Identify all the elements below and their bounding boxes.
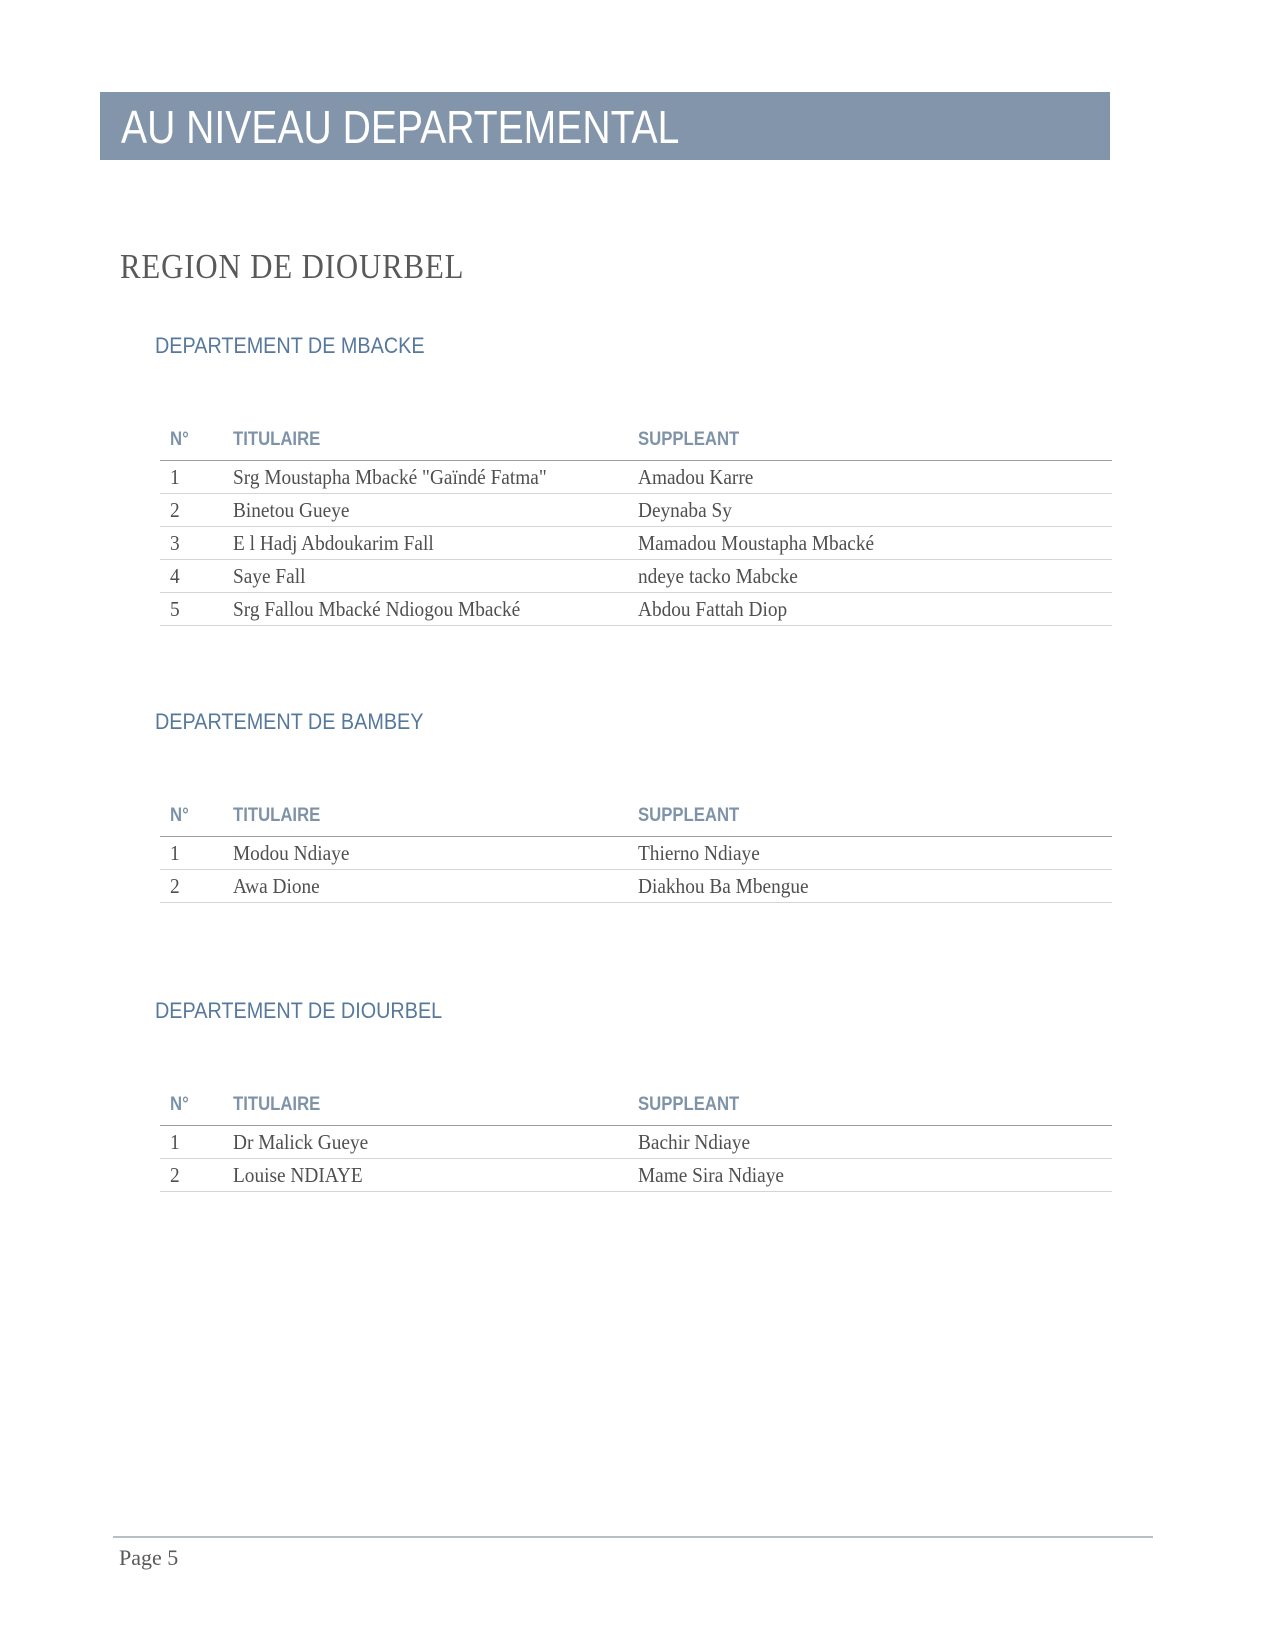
- cell-num: [160, 465, 233, 490]
- cell-suppleant: [638, 465, 1112, 490]
- column-header-titulaire: [233, 805, 638, 836]
- cell-suppleant: [638, 1163, 1112, 1188]
- cell-suppleant: [638, 597, 1112, 622]
- department-heading: [155, 332, 455, 360]
- cell-titulaire: [233, 1130, 638, 1155]
- cell-titulaire-value: Awa Dione: [233, 873, 320, 898]
- cell-titulaire-value: Srg Moustapha Mbacké "Gaïndé Fatma": [233, 464, 547, 489]
- cell-titulaire-value: Saye Fall: [233, 563, 306, 588]
- column-header-num: [160, 1094, 233, 1125]
- column-header-suppleant: [638, 805, 1112, 836]
- column-header-suppleant: [638, 429, 1112, 460]
- cell-suppleant-value: Amadou Karre: [638, 464, 754, 489]
- cell-num-value: 2: [170, 497, 180, 522]
- column-header-titulaire: [233, 429, 638, 460]
- members-table: [160, 414, 1112, 626]
- cell-num: [160, 531, 233, 556]
- table-header-row: [160, 1079, 1112, 1126]
- cell-suppleant-value: ndeye tacko Mabcke: [638, 563, 798, 588]
- cell-num-value: 1: [170, 840, 180, 865]
- cell-num: [160, 498, 233, 523]
- table-header-row: [160, 414, 1112, 461]
- cell-titulaire: [233, 465, 638, 490]
- column-header-num: [160, 429, 233, 460]
- cell-num-value: 3: [170, 530, 180, 555]
- column-header-suppleant-label: SUPPLEANT: [638, 429, 740, 450]
- cell-suppleant-value: Mamadou Moustapha Mbacké: [638, 530, 875, 555]
- column-header-num-label: N°: [170, 805, 189, 826]
- department-heading: [155, 708, 453, 736]
- cell-num: [160, 1163, 233, 1188]
- table-row: [160, 1159, 1112, 1192]
- cell-titulaire: [233, 1163, 638, 1188]
- cell-titulaire-value: E l Hadj Abdoukarim Fall: [233, 530, 434, 555]
- banner: [100, 92, 1110, 160]
- column-header-titulaire-label: TITULAIRE: [233, 805, 321, 826]
- cell-suppleant-value: Bachir Ndiaye: [638, 1129, 751, 1154]
- table-row: [160, 593, 1112, 626]
- table-row: [160, 461, 1112, 494]
- table-row: [160, 870, 1112, 903]
- cell-titulaire: [233, 597, 638, 622]
- cell-suppleant-value: Thierno Ndiaye: [638, 840, 760, 865]
- cell-titulaire: [233, 498, 638, 523]
- banner-title: AU NIVEAU DEPARTEMENTAL: [121, 101, 680, 153]
- page-number: Page 5: [119, 1545, 179, 1570]
- column-header-num-label: N°: [170, 429, 189, 450]
- cell-titulaire: [233, 841, 638, 866]
- cell-titulaire-value: Dr Malick Gueye: [233, 1129, 369, 1154]
- members-table: [160, 790, 1112, 903]
- cell-num-value: 2: [170, 1162, 180, 1187]
- cell-titulaire-value: Louise NDIAYE: [233, 1162, 363, 1187]
- column-header-num-label: N°: [170, 1094, 189, 1115]
- cell-suppleant-value: Deynaba Sy: [638, 497, 732, 522]
- table-row: [160, 1126, 1112, 1159]
- column-header-titulaire-label: TITULAIRE: [233, 1094, 321, 1115]
- table-row: [160, 527, 1112, 560]
- cell-num-value: 2: [170, 873, 180, 898]
- table-row: [160, 494, 1112, 527]
- column-header-suppleant-label: SUPPLEANT: [638, 805, 740, 826]
- cell-titulaire: [233, 531, 638, 556]
- department-heading-label: DEPARTEMENT DE BAMBEY: [155, 709, 424, 734]
- footer-divider: [113, 1536, 1153, 1538]
- cell-suppleant: [638, 498, 1112, 523]
- table-row: [160, 560, 1112, 593]
- cell-num: [160, 597, 233, 622]
- cell-suppleant: [638, 1130, 1112, 1155]
- cell-suppleant-value: Mame Sira Ndiaye: [638, 1162, 784, 1187]
- column-header-num: [160, 805, 233, 836]
- cell-num: [160, 841, 233, 866]
- table-row: [160, 837, 1112, 870]
- cell-titulaire-value: Modou Ndiaye: [233, 840, 350, 865]
- department-heading: [155, 997, 474, 1025]
- cell-suppleant-value: Abdou Fattah Diop: [638, 596, 788, 621]
- cell-num-value: 5: [170, 596, 180, 621]
- cell-titulaire-value: Srg Fallou Mbacké Ndiogou Mbacké: [233, 596, 521, 621]
- cell-titulaire: [233, 874, 638, 899]
- column-header-suppleant: [638, 1094, 1112, 1125]
- department-heading-label: DEPARTEMENT DE MBACKE: [155, 333, 425, 358]
- members-table: [160, 1079, 1112, 1192]
- cell-suppleant: [638, 564, 1112, 589]
- region-title: REGION DE DIOURBEL: [120, 247, 465, 286]
- cell-num-value: 1: [170, 1129, 180, 1154]
- department-heading-label: DEPARTEMENT DE DIOURBEL: [155, 998, 443, 1023]
- cell-suppleant-value: Diakhou Ba Mbengue: [638, 873, 809, 898]
- cell-num: [160, 564, 233, 589]
- column-header-titulaire-label: TITULAIRE: [233, 429, 321, 450]
- cell-titulaire-value: Binetou Gueye: [233, 497, 350, 522]
- column-header-titulaire: [233, 1094, 638, 1125]
- cell-num: [160, 1130, 233, 1155]
- cell-suppleant: [638, 531, 1112, 556]
- table-header-row: [160, 790, 1112, 837]
- cell-titulaire: [233, 564, 638, 589]
- cell-num-value: 4: [170, 563, 180, 588]
- cell-suppleant: [638, 874, 1112, 899]
- cell-num: [160, 874, 233, 899]
- column-header-suppleant-label: SUPPLEANT: [638, 1094, 740, 1115]
- cell-num-value: 1: [170, 464, 180, 489]
- cell-suppleant: [638, 841, 1112, 866]
